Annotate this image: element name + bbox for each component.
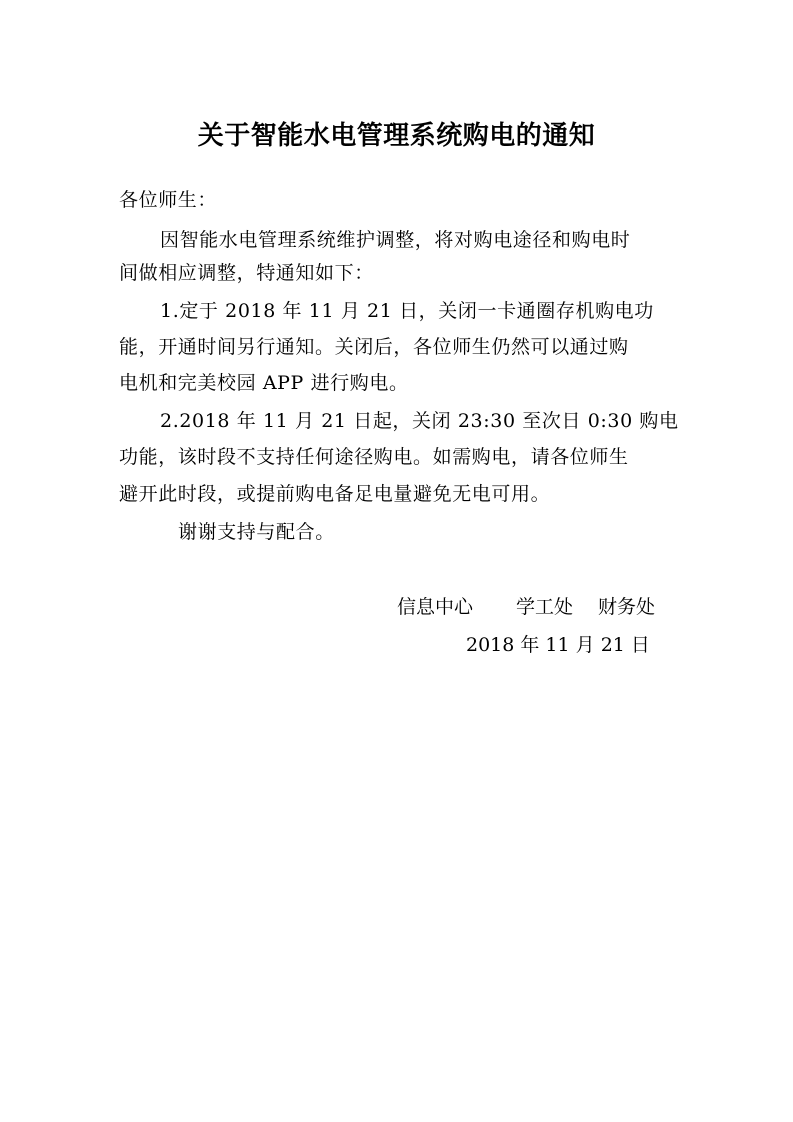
item1-line-3: 电机和完美校园 APP 进行购电。: [119, 372, 409, 394]
intro-line-2: 间做相应调整，特通知如下：: [119, 262, 374, 284]
signer-student-affairs: 学工处: [516, 596, 574, 618]
salutation: 各位师生：: [119, 189, 218, 211]
thanks-line: 谢谢支持与配合。: [178, 521, 335, 543]
item1-line-1: 1.定于 2018 年 11 月 21 日，关闭一卡通圈存机购电功: [160, 300, 654, 322]
notice-title: 关于智能水电管理系统购电的通知: [197, 121, 596, 151]
signer-finance: 财务处: [598, 596, 656, 618]
signer-info-center: 信息中心: [397, 596, 474, 618]
intro-line-1: 因智能水电管理系统维护调整，将对购电途径和购电时: [160, 229, 631, 251]
item2-line-3: 避开此时段，或提前购电备足电量避免无电可用。: [119, 483, 551, 505]
item1-line-2: 能，开通时间另行通知。关闭后，各位师生仍然可以通过购: [119, 336, 629, 358]
notice-date: 2018 年 11 月 21 日: [466, 634, 650, 656]
item2-line-2: 功能，该时段不支持任何途径购电。如需购电，请各位师生: [119, 446, 629, 468]
item2-line-1: 2.2018 年 11 月 21 日起，关闭 23:30 至次日 0:30 购电: [160, 410, 679, 432]
